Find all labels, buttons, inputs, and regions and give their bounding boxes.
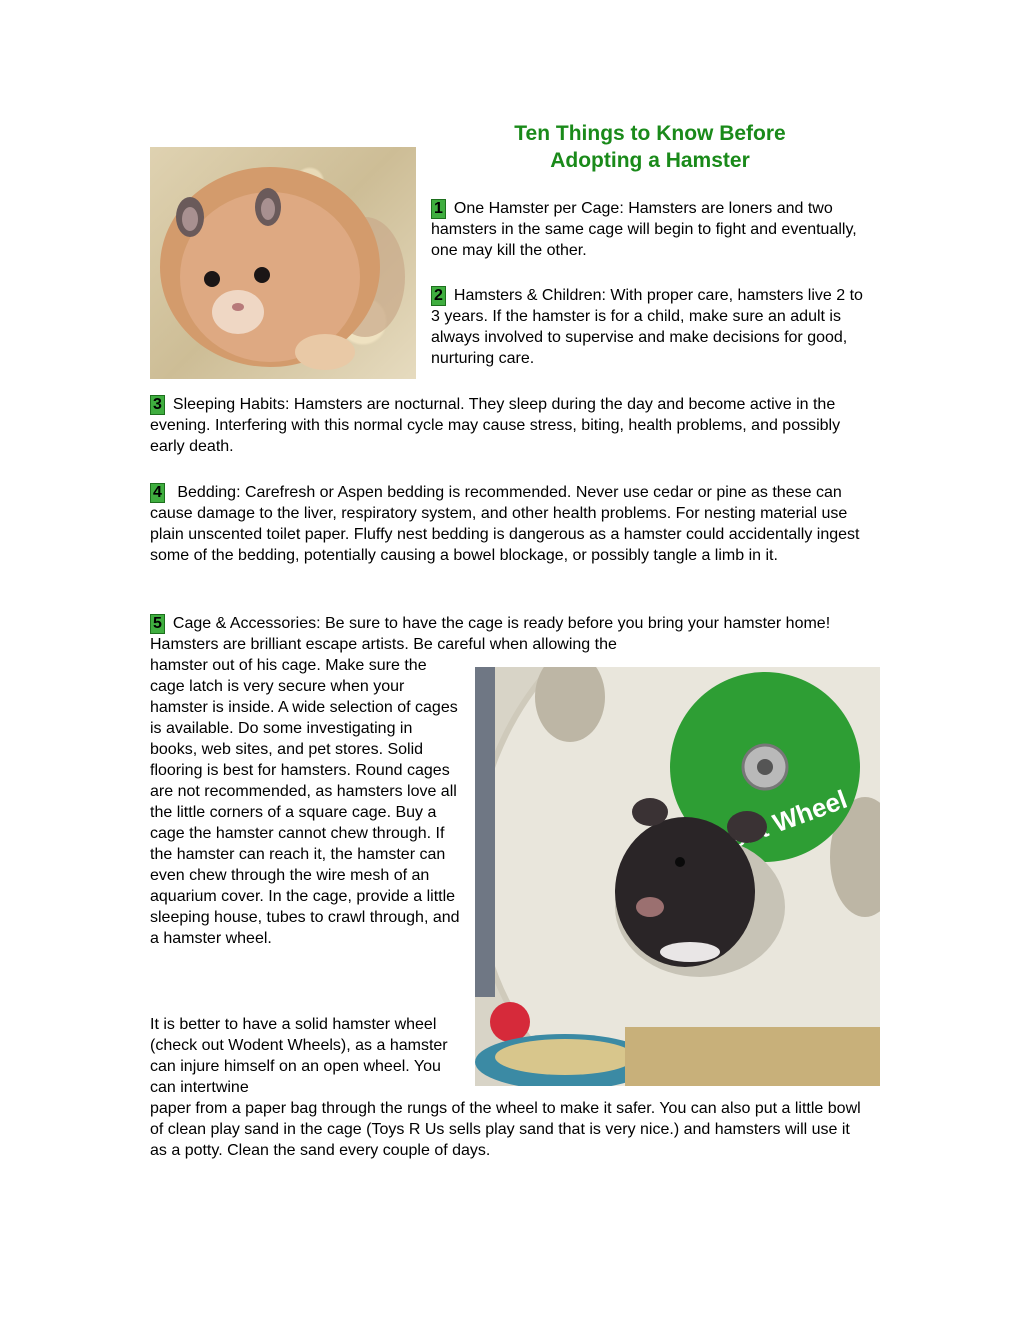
item-number-badge: 4	[150, 483, 165, 503]
hamster-photo	[150, 147, 416, 379]
item-5	[150, 613, 870, 655]
wheel-photo	[475, 667, 880, 1086]
item-text: Sleeping Habits: Hamsters are nocturnal. They sleep during the day and become active in the evening. Interfering with this normal cycle may cause stress, biting, health problems, and possibly early death.	[150, 396, 841, 455]
wheel-illustration	[475, 667, 880, 1086]
page-title	[470, 120, 830, 174]
item-2	[431, 285, 871, 369]
item-text: Hamsters & Children: With proper care, hamsters live 2 to 3 years. If the hamster is for a child, make sure an adult is always involved to supervise and make decisions for good, nurturing care.	[431, 287, 863, 367]
wheel-paragraph-end: paper from a paper bag through the rungs of the wheel to make it safer. You can also put a little bowl of clean play sand in the cage (Toys R Us sells play sand that is very nice.) and hamsters will use it as a potty. Clean the sand every couple of days.	[150, 1100, 861, 1159]
item-number-badge: 3	[150, 395, 165, 415]
item-number-badge: 1	[431, 199, 446, 219]
item-3	[150, 394, 870, 457]
wheel-label: Wheel	[768, 783, 851, 839]
item-text: Cage & Accessories: Be sure to have the cage is ready before you bring your hamster home! Hamsters are brilliant escape artists. Be careful when allowing the	[150, 615, 831, 653]
wheel-paragraph-start: It is better to have a solid hamster wheel (check out Wodent Wheels), as a hamster can injure himself on an open wheel. You can intertwine	[150, 1016, 448, 1096]
item-5-continued: hamster out of his cage. Make sure the cage latch is very secure when your hamster is inside. A wide selection of cages is available. Do some investigating in books, web sites, and pet stores. Solid flooring is best for hamsters. Round cages are not recommended, as hamsters love all the little corners of a square cage. Buy a cage the hamster cannot chew through. If the hamster can reach it, the hamster can even chew through the wire mesh of an aquarium cover. In the cage, provide a little sleeping house, tubes to crawl through, and a hamster wheel.	[150, 657, 460, 947]
item-4	[150, 482, 870, 566]
item-text: One Hamster per Cage: Hamsters are loners and two hamsters in the same cage will begin to fight and eventually, one may kill the other.	[431, 200, 857, 259]
item-number-badge: 2	[431, 286, 446, 306]
item-number-badge: 5	[150, 614, 165, 634]
hamster-illustration	[150, 147, 416, 379]
title-line-1: Ten Things to Know Before	[514, 122, 786, 145]
item-1	[431, 198, 871, 261]
title-line-2: Adopting a Hamster	[550, 149, 750, 172]
item-text: Bedding: Carefresh or Aspen bedding is recommended. Never use cedar or pine as these can cause damage to the liver, respiratory system, and other health problems. For nesting material use plain unscented toilet paper. Fluffy nest bedding is dangerous as a hamster could accidentally ingest some of the bedding, potentially causing a bowel blockage, or possibly tangle a limb in it.	[150, 484, 860, 564]
